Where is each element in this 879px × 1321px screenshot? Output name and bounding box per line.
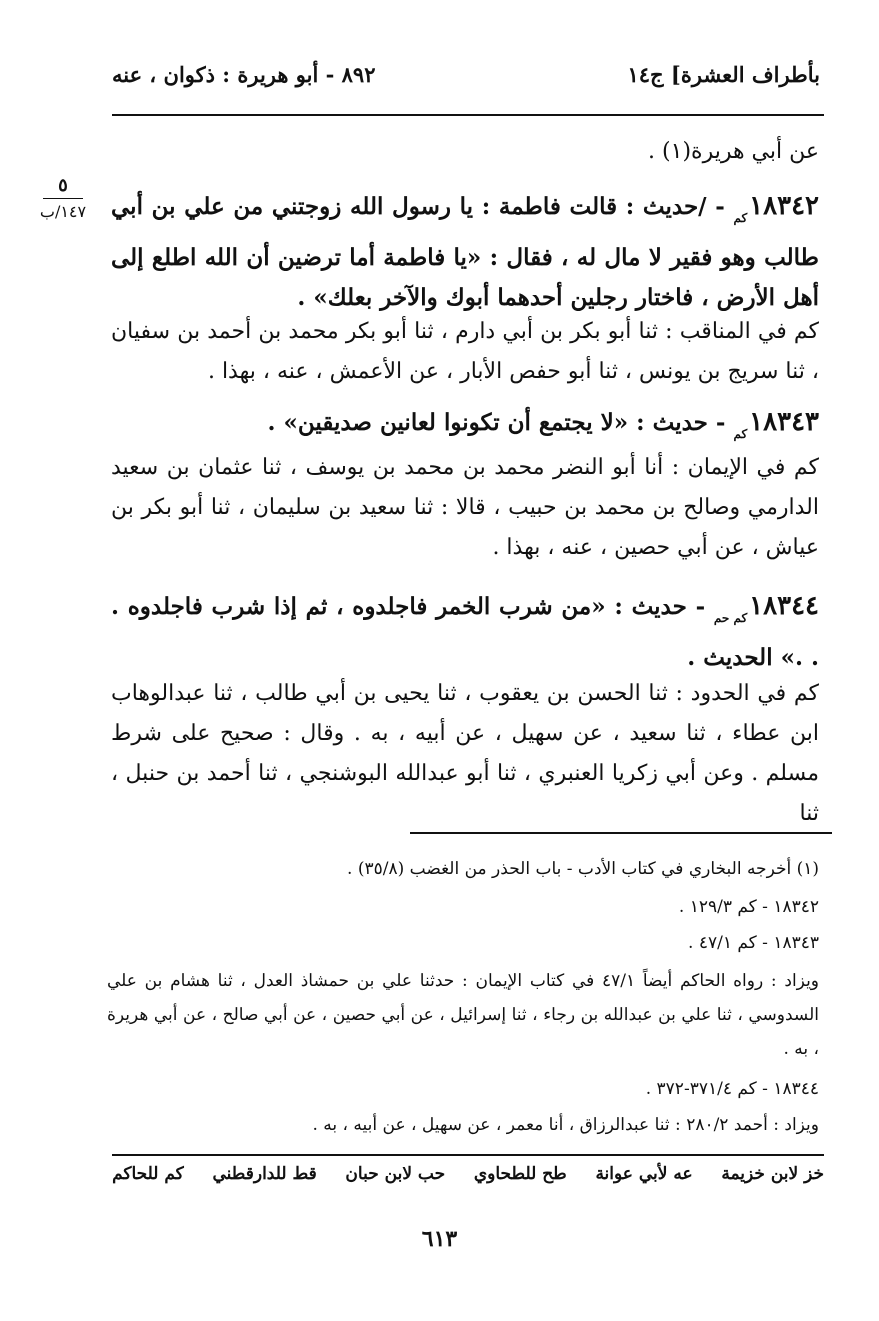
footer-rule — [112, 1154, 824, 1156]
abbreviation-key — [112, 1164, 824, 1184]
hadith-18342 — [111, 186, 819, 318]
margin-folio: ١٤٧/ب — [39, 202, 87, 221]
header-rule — [112, 114, 824, 116]
hadith-18343 — [111, 402, 819, 454]
page-number: ٦١٣ — [421, 1226, 458, 1252]
footnote-addition-18343: ويزاد : رواه الحاكم أيضاً ٤٧/١ في كتاب الإيمان : حدثنا علي بن حمشاذ العدل ، ثنا هشام بن علي السدوسي ، ثنا علي بن عبدالله بن رجاء ، ثنا إسرائيل ، عن أبي حصين ، عن أبي صالح ، عن أبي هريرة ، به . — [107, 971, 820, 1059]
source-code: كم — [733, 211, 748, 225]
hadith-number: ١٨٣٤٣ — [749, 407, 819, 437]
margin-divider — [43, 198, 83, 199]
hadith-number: ١٨٣٤٢ — [749, 191, 819, 221]
isnad-text: كم في المناقب : ثنا أبو بكر بن أبي دارم ، ثنا أبو بكر محمد بن أحمد بن سفيان ، ثنا سريج بن يونس ، ثنا أبو حفص الأبار ، عن الأعمش ، عنه ، بهذا . — [111, 319, 819, 384]
footnote-18342: ١٨٣٤٢ - كم ١٢٩/٣ . — [678, 897, 819, 917]
abbreviation-item: حب لابن حبان — [345, 1164, 446, 1184]
hadith-text: - حديث : «من شرب الخمر فاجلدوه ، ثم إذا شرب فاجلدوه . . .» الحديث . — [111, 593, 819, 671]
abbreviation-item: كم للحاكم — [112, 1164, 184, 1184]
isnad-18343 — [111, 448, 819, 568]
footnote-18343: ١٨٣٤٣ - كم ٤٧/١ . — [688, 933, 819, 953]
isnad-18344 — [111, 674, 819, 834]
intro-line — [111, 132, 819, 172]
intro-text: عن أبي هريرة(١) . — [648, 139, 819, 164]
header-book-title: بأطراف العشرة] ج١٤ — [627, 62, 820, 87]
abbreviation-item: طح للطحاوي — [473, 1164, 567, 1184]
source-code: كم حم — [713, 611, 748, 625]
abbreviation-item: خز لابن خزيمة — [721, 1164, 824, 1184]
footnote-18344: ١٨٣٤٤ - كم ٣٧١/٤-٣٧٢ . — [645, 1079, 819, 1099]
footnote-rule — [410, 832, 832, 834]
footnote-addition-18344: ويزاد : أحمد ٢٨٠/٢ : ثنا عبدالرزاق ، أنا معمر ، عن سهيل ، عن أبيه ، به . — [312, 1115, 819, 1135]
hadith-text: - حديث : «لا يجتمع أن تكونوا لعانين صديقين» . — [267, 409, 726, 436]
margin-folio-note — [28, 175, 98, 221]
footnote-1: (١) أخرجه البخاري في كتاب الأدب - باب الحذر من الغضب (٣٥/٨) . — [347, 859, 819, 879]
hadith-text: - /حديث : قالت فاطمة : يا رسول الله زوجتني من علي بن أبي طالب وهو فقير لا مال له ، فقال : «يا فاطمة أما ترضين أن الله اطلع إلى أهل الأرض ، فاختار رجلين أحدهما أبوك والآخر بعلك» . — [111, 193, 819, 311]
header-section-title: ٨٩٢ - أبو هريرة : ذكوان ، عنه — [112, 62, 376, 87]
isnad-text: كم في الإيمان : أنا أبو النضر محمد بن محمد بن يوسف ، ثنا عثمان بن سعيد الدارمي وصالح بن محمد بن حبيب ، قالا : ثنا سعيد بن سليمان ، ثنا أبو بكر بن عياش ، عن أبي حصين ، عنه ، بهذا . — [111, 455, 819, 560]
isnad-18342 — [111, 312, 819, 392]
running-header — [112, 62, 820, 92]
source-code: كم — [733, 427, 748, 441]
margin-number: ٥ — [58, 175, 68, 196]
isnad-text: كم في الحدود : ثنا الحسن بن يعقوب ، ثنا يحيى بن أبي طالب ، ثنا عبدالوهاب ابن عطاء ، ثنا سعيد ، عن سهيل ، عن أبيه ، به . وقال : صحيح على شرط مسلم . وعن أبي زكريا العنبري ، ثنا أبو عبدالله البوشنجي ، ثنا أحمد بن حنبل ، ثنا — [111, 681, 819, 826]
hadith-18344 — [111, 586, 819, 678]
abbreviation-item: عه لأبي عوانة — [595, 1164, 693, 1184]
abbreviation-item: قط للدارقطني — [212, 1164, 317, 1184]
hadith-number: ١٨٣٤٤ — [749, 591, 819, 621]
